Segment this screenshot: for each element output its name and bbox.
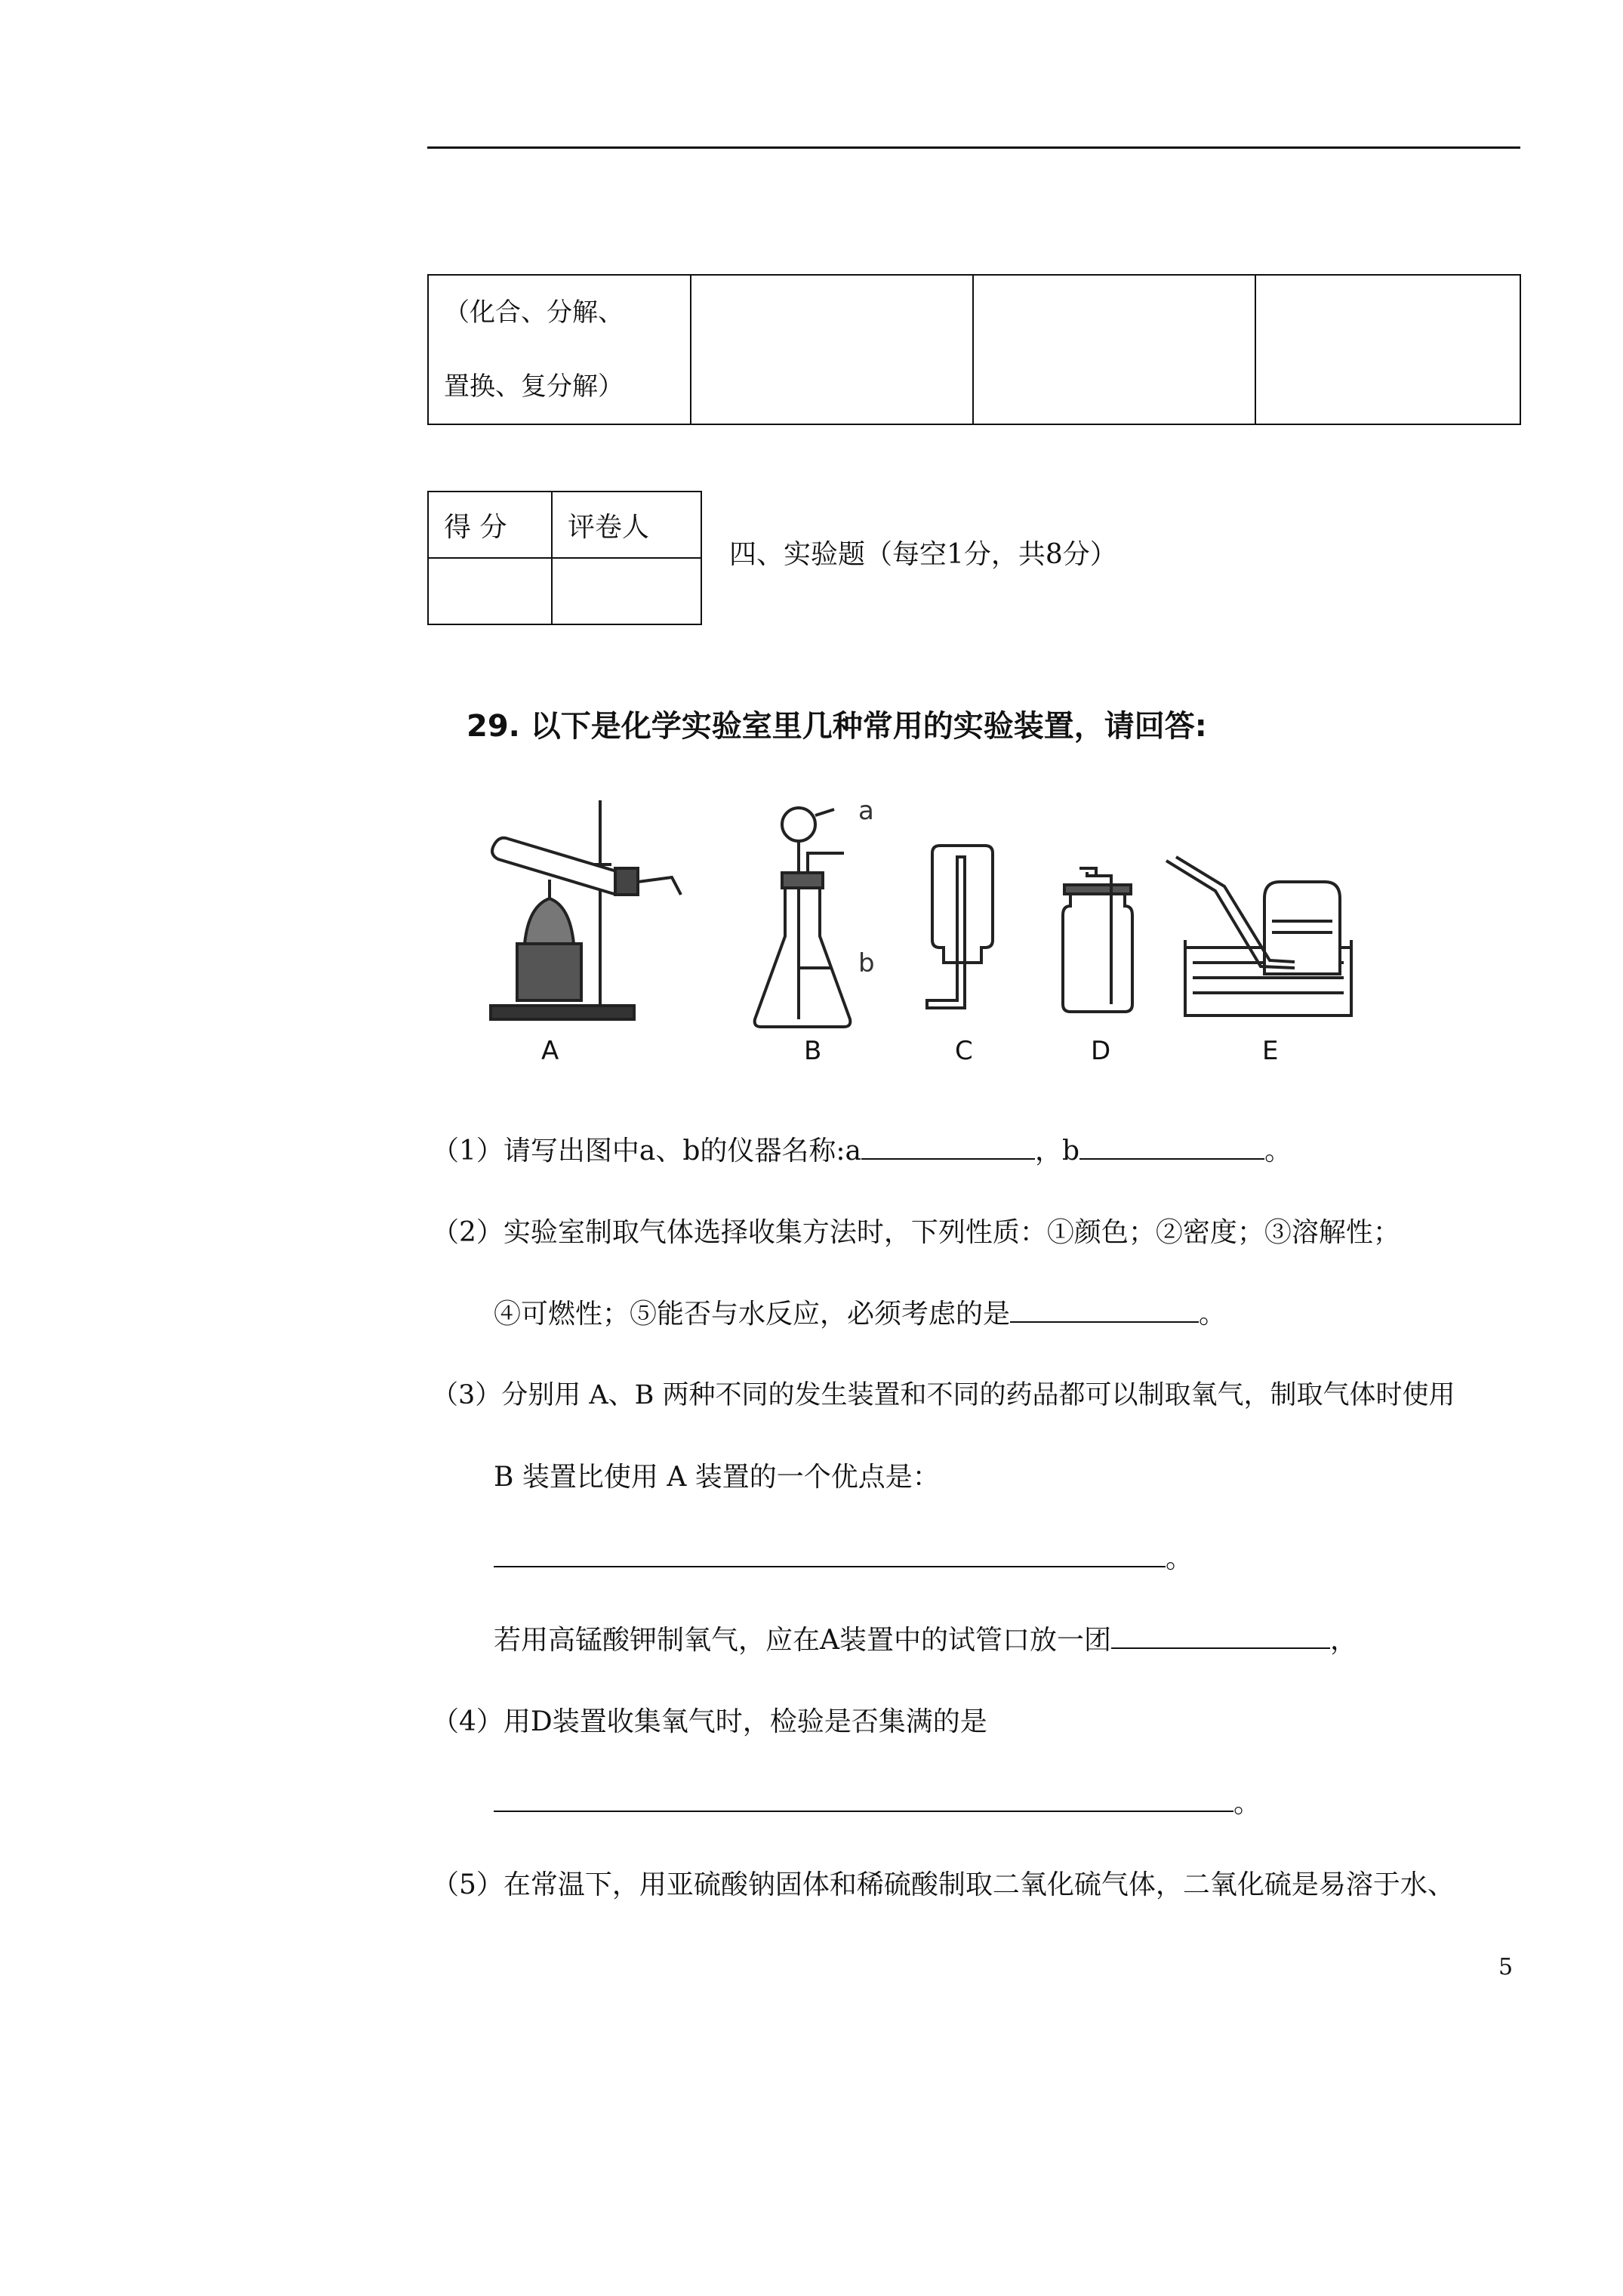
answer-cell-1 [691, 275, 973, 424]
score-label: 得 分 [428, 492, 552, 558]
label-b: b [858, 948, 875, 978]
apparatus-label-e: E [1262, 1036, 1279, 1066]
apparatus-e-drawing [1166, 857, 1351, 1015]
q1-prefix: （1）请写出图中a、b的仪器名称:a [432, 1136, 862, 1166]
q3-line1: （3）分别用 A、B 两种不同的发生装置和不同的药品都可以制取氧气，制取气体时使用 [432, 1380, 1455, 1410]
q4-line2-end: 。 [1233, 1788, 1261, 1819]
continuation-table [427, 274, 1521, 425]
section-title: 四、实验题（每空1分，共8分） [729, 539, 1117, 570]
apparatus-c-drawing [927, 846, 993, 1008]
reaction-type-cell [428, 275, 691, 424]
apparatus-label-a: A [541, 1036, 559, 1066]
grader-value-cell [552, 558, 701, 624]
q2-blank[interactable] [1010, 1294, 1199, 1323]
apparatus-label-b: B [804, 1036, 822, 1066]
q1-blank-a[interactable] [861, 1131, 1035, 1160]
apparatus-label-c: C [955, 1036, 973, 1066]
apparatus-label-d: D [1091, 1036, 1111, 1066]
apparatus-a-drawing [491, 800, 681, 1019]
q3-line3-end: 。 [1166, 1543, 1193, 1574]
apparatus-b-drawing [755, 808, 851, 1027]
q1-line [432, 1130, 1292, 1168]
apparatus-d-drawing [1063, 868, 1132, 1012]
q3-line4-prefix: 若用高锰酸钾制氧气，应在A装置中的试管口放一团 [494, 1625, 1111, 1656]
page-number: 5 [1498, 1954, 1514, 1980]
q3-line4-end: ， [1330, 1625, 1358, 1656]
q1-mid: ，b [1035, 1136, 1080, 1166]
q4-line1: （4）用D装置收集氧气时，检验是否集满的是 [432, 1706, 987, 1737]
answer-cell-2 [973, 275, 1255, 424]
q3-blank-cotton[interactable] [1111, 1620, 1330, 1649]
q3-line4 [494, 1619, 1357, 1657]
grader-label: 评卷人 [552, 492, 701, 558]
q5-line1: （5）在常温下，用亚硫酸钠固体和稀硫酸制取二氧化硫气体，二氧化硫是易溶于水、 [432, 1869, 1455, 1900]
answer-cell-3 [1255, 275, 1520, 424]
q4-blank[interactable] [494, 1783, 1233, 1812]
label-a: a [858, 796, 874, 826]
q3-blank-advantage[interactable] [494, 1539, 1166, 1567]
q4-line2 [494, 1782, 1261, 1820]
q2-line2-prefix: ④可燃性；⑤能否与水反应，必须考虑的是 [494, 1299, 1011, 1330]
q1-end: 。 [1264, 1136, 1292, 1166]
apparatus-figure [483, 793, 1374, 1095]
q3-line3 [494, 1537, 1193, 1576]
q2-line1: （2）实验室制取气体选择收集方法时，下列性质：①颜色；②密度；③溶解性； [432, 1217, 1400, 1248]
q3-line2: B 装置比使用 A 装置的一个优点是： [494, 1462, 940, 1493]
q2-line2-end: 。 [1199, 1299, 1227, 1330]
question-title: 29. 以下是化学实验室里几种常用的实验装置，请回答: [467, 709, 1207, 744]
q1-blank-b[interactable] [1079, 1131, 1264, 1160]
reaction-type-line2: 置换、复分解） [444, 371, 624, 402]
score-value-cell [428, 558, 552, 624]
score-box [427, 491, 702, 625]
q2-line2 [494, 1293, 1226, 1331]
header-rule [427, 146, 1520, 149]
reaction-type-line1: （化合、分解、 [444, 297, 624, 328]
